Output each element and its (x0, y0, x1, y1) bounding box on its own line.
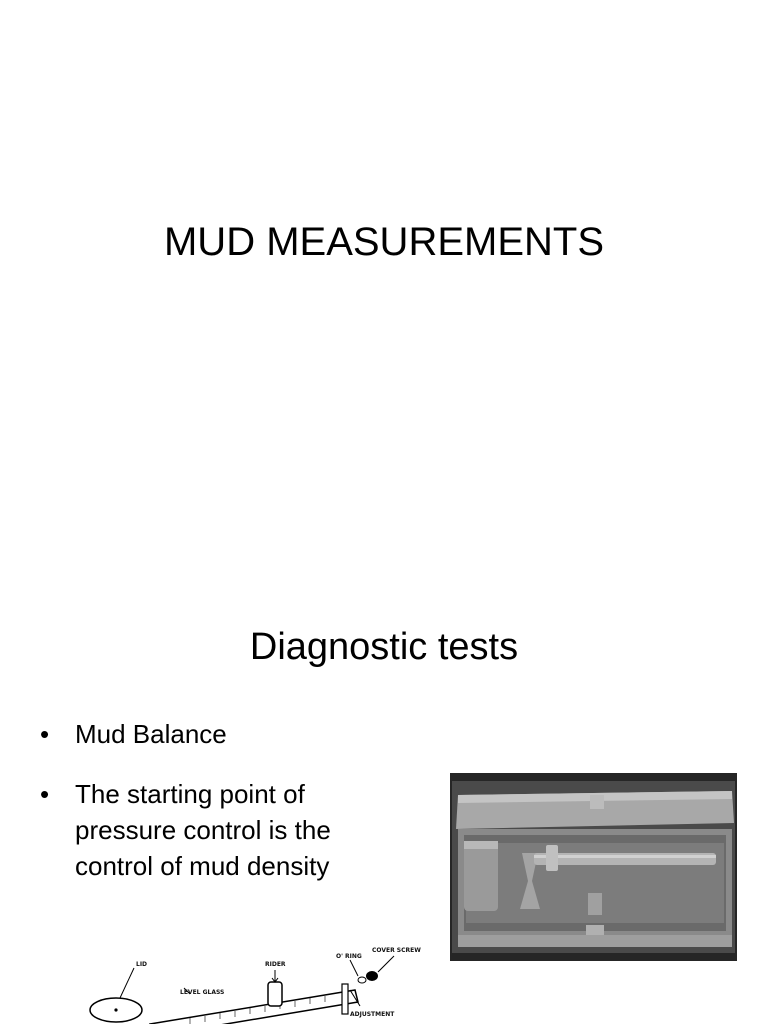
bullet-item (40, 776, 400, 884)
bullet-list (40, 716, 400, 908)
bullet-text: Mud Balance (75, 719, 227, 749)
label-o-ring: O' RING (336, 953, 362, 960)
bullet-icon: • (40, 719, 50, 749)
bullet-icon: • (40, 779, 50, 809)
section-title: Diagnostic tests (249, 626, 519, 668)
label-level-glass: LEVEL GLASS (180, 989, 225, 996)
label-cover-screw: COVER SCREW (372, 947, 421, 954)
label-lid: LID (136, 961, 148, 968)
label-adjustment: ADJUSTMENT (350, 1011, 395, 1018)
label-rider: RIDER (265, 961, 286, 968)
bullet-text: The starting point of pressure control is the control of mud density (75, 779, 331, 881)
mud-balance-photo (450, 773, 737, 961)
mud-balance-diagram (80, 940, 440, 1024)
bullet-item (40, 716, 400, 752)
slide-title: MUD MEASUREMENTS (163, 220, 605, 264)
